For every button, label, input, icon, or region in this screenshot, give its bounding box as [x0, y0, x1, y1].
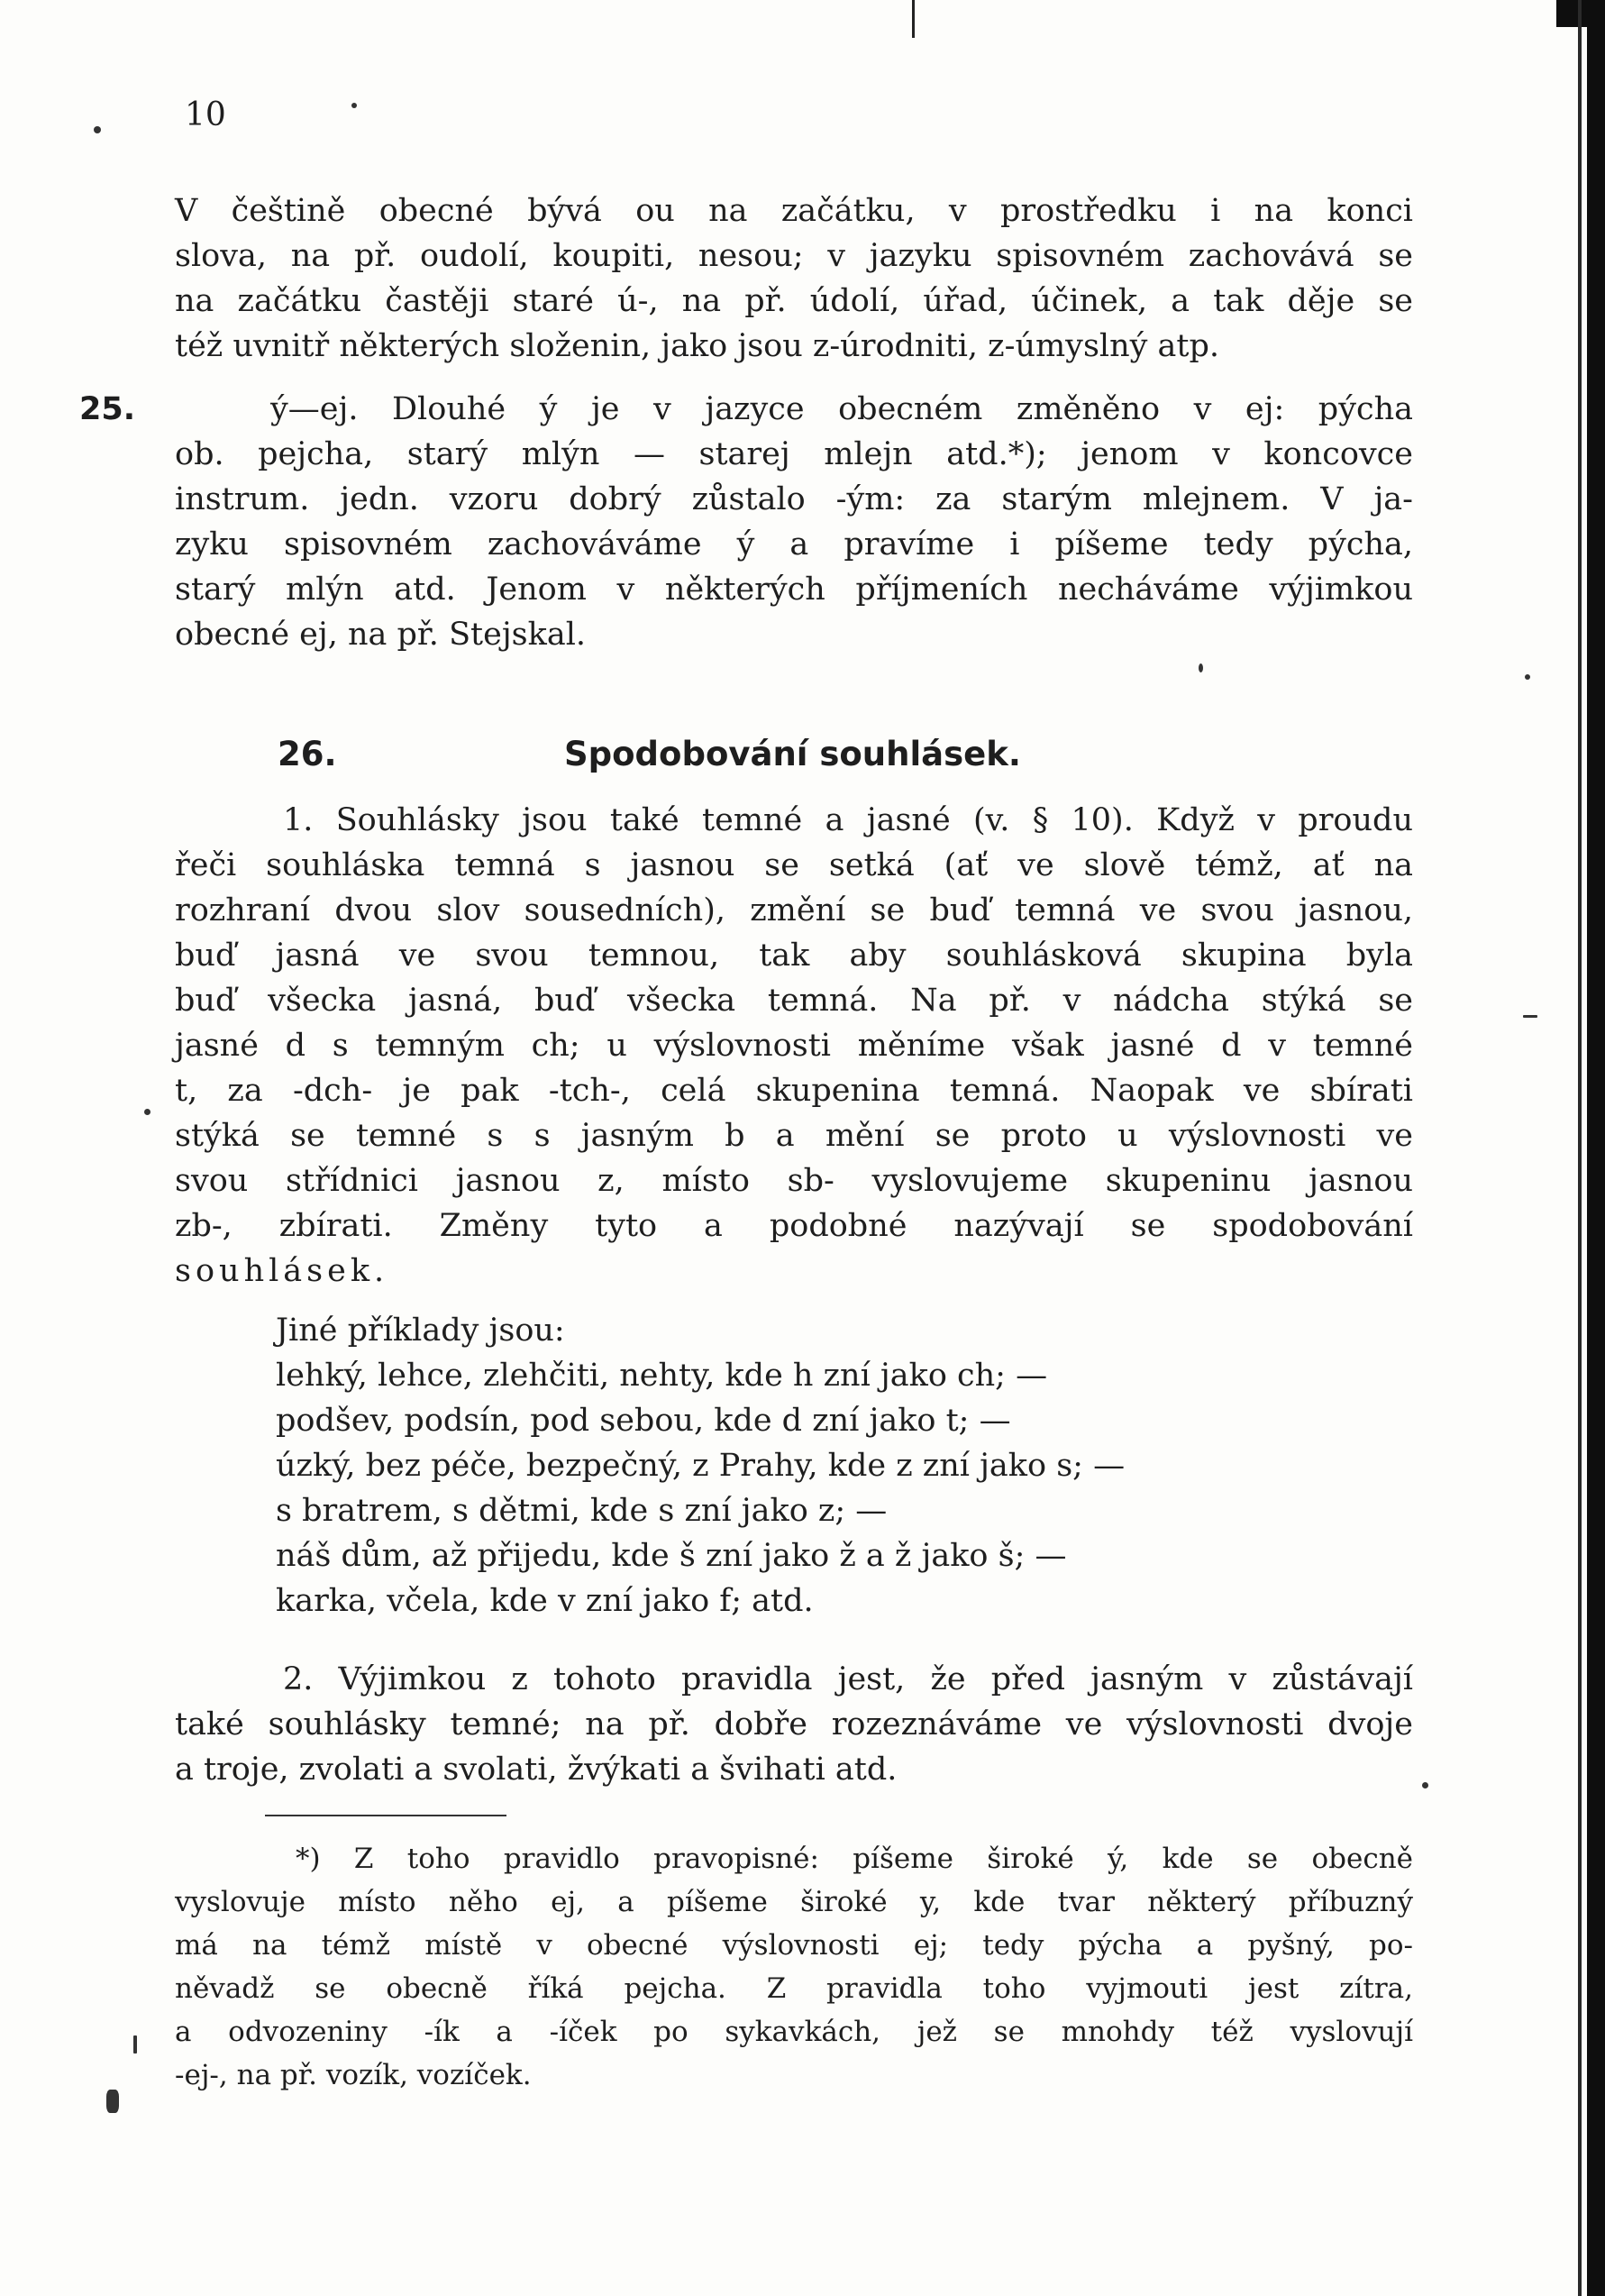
example-line: s bratrem, s dětmi, kde s zní jako z; —: [276, 1493, 888, 1529]
footnote-line: -ej-, na př. vozík, vozíček.: [175, 2059, 532, 2091]
scan-speck: [144, 1109, 150, 1115]
text-line: řeči souhláska temná s jasnou se setká (ať ve slově témž, ať na: [175, 847, 1413, 883]
example-line: úzký, bez péče, bezpečný, z Prahy, kde z zní jako s; —: [276, 1448, 1126, 1484]
scan-speck: [106, 2090, 119, 2113]
example-line: lehký, lehce, zlehčiti, nehty, kde h zní jako ch; —: [276, 1358, 1048, 1394]
scan-speck: [351, 103, 357, 108]
page-number: 10: [185, 96, 226, 133]
section-26-number: 26.: [278, 735, 337, 773]
text-line: 2. Výjimkou z tohoto pravidla jest, že před jasným v zůstávají: [283, 1661, 1413, 1697]
section-26-title: Spodobování souhlásek.: [564, 735, 1021, 773]
text-line: ob. pejcha, starý mlýn — starej mlejn atd.*); jenom v koncovce: [175, 436, 1413, 472]
text-line: zyku spisovném zachováváme ý a pravíme i píšeme tedy pýcha,: [175, 526, 1413, 563]
footnote-line: vyslovuje místo něho ej, a píšeme široké y, kde tvar některý příbuzný: [175, 1886, 1413, 1918]
text-line: starý mlýn atd. Jenom v některých příjmeních necháváme výjimkou: [175, 572, 1413, 608]
text-line: zb-, zbírati. Změny tyto a podobné nazývají se spodobování: [175, 1208, 1413, 1244]
scan-mark-top: [912, 0, 915, 38]
text-line: souhlásek.: [175, 1253, 389, 1289]
text-line: rozhraní dvou slov sousedních), změní se buď temná ve svou jasnou,: [175, 892, 1413, 928]
scan-edge-right: [1587, 0, 1605, 2296]
footnote-separator: [265, 1815, 506, 1816]
section-25-line-1: [79, 389, 1413, 430]
text-line: svou střídnici jasnou z, místo sb- vyslovujeme skupeninu jasnou: [175, 1163, 1413, 1199]
scan-edge-corner: [1556, 0, 1587, 27]
scan-speck: [1422, 1782, 1428, 1788]
footnote-line: a odvozeniny -ík a -íček po sykavkách, jež se mnohdy též vyslovují: [175, 2016, 1413, 2048]
text-line: buď všecka jasná, buď všecka temná. Na př. v nádcha stýká se: [175, 983, 1413, 1019]
text-line: obecné ej, na př. Stejskal.: [175, 617, 587, 653]
text-line: na začátku častěji staré ú-, na př. údolí, úřad, účinek, a tak děje se: [175, 283, 1413, 319]
text-line: instrum. jedn. vzoru dobrý zůstalo -ým: za starým mlejnem. V ja-: [175, 481, 1413, 517]
example-line: náš dům, až přijedu, kde š zní jako ž a ž jako š; —: [276, 1538, 1067, 1574]
text-line: buď jasná ve svou temnou, tak aby souhlásková skupina byla: [175, 938, 1413, 974]
scan-edge-line: [1578, 0, 1582, 2296]
text-line: a troje, zvolati a svolati, žvýkati a švihati atd.: [175, 1752, 898, 1788]
text-line: 1. Souhlásky jsou také temné a jasné (v. § 10). Když v proudu: [283, 802, 1413, 838]
scan-speck: [1523, 1015, 1537, 1018]
example-line: podšev, podsín, pod sebou, kde d zní jako t; —: [276, 1403, 1011, 1439]
footnote-line: něvadž se obecně říká pejcha. Z pravidla toho vyjmouti jest zítra,: [175, 1972, 1413, 2005]
footnote-line: *) Z toho pravidlo pravopisné: píšeme široké ý, kde se obecně: [296, 1843, 1413, 1875]
text-line: jasné d s temným ch; u výslovnosti měníme však jasné d v temné: [175, 1028, 1413, 1064]
text-line: též uvnitř některých složenin, jako jsou z-úrodniti, z-úmyslný atp.: [175, 328, 1219, 364]
text-line: také souhlásky temné; na př. dobře rozeznáváme ve výslovnosti dvoje: [175, 1706, 1413, 1743]
text-line: slova, na př. oudolí, koupiti, nesou; v jazyku spisovném zachovává se: [175, 238, 1413, 274]
footnote-line: má na témž místě v obecné výslovnosti ej; tedy pýcha a pyšný, po-: [175, 1929, 1413, 1962]
section-25-text: ý—ej. Dlouhé ý je v jazyce obecném změněno v ej: pýcha: [270, 391, 1413, 427]
scan-speck: [1199, 663, 1203, 672]
scan-speck: [94, 126, 101, 133]
text-line: stýká se temné s s jasným b a mění se proto u výslovnosti ve: [175, 1118, 1413, 1154]
examples-intro: Jiné příklady jsou:: [276, 1313, 565, 1349]
scan-speck: [133, 2035, 137, 2054]
scan-speck: [1525, 674, 1530, 680]
text-line: t, za -dch- je pak -tch-, celá skupenina temná. Naopak ve sbírati: [175, 1073, 1413, 1109]
example-line: karka, včela, kde v zní jako f; atd.: [276, 1583, 814, 1619]
section-25-number: 25.: [79, 391, 136, 427]
text-line: V češtině obecné bývá ou na začátku, v prostředku i na konci: [175, 193, 1413, 229]
